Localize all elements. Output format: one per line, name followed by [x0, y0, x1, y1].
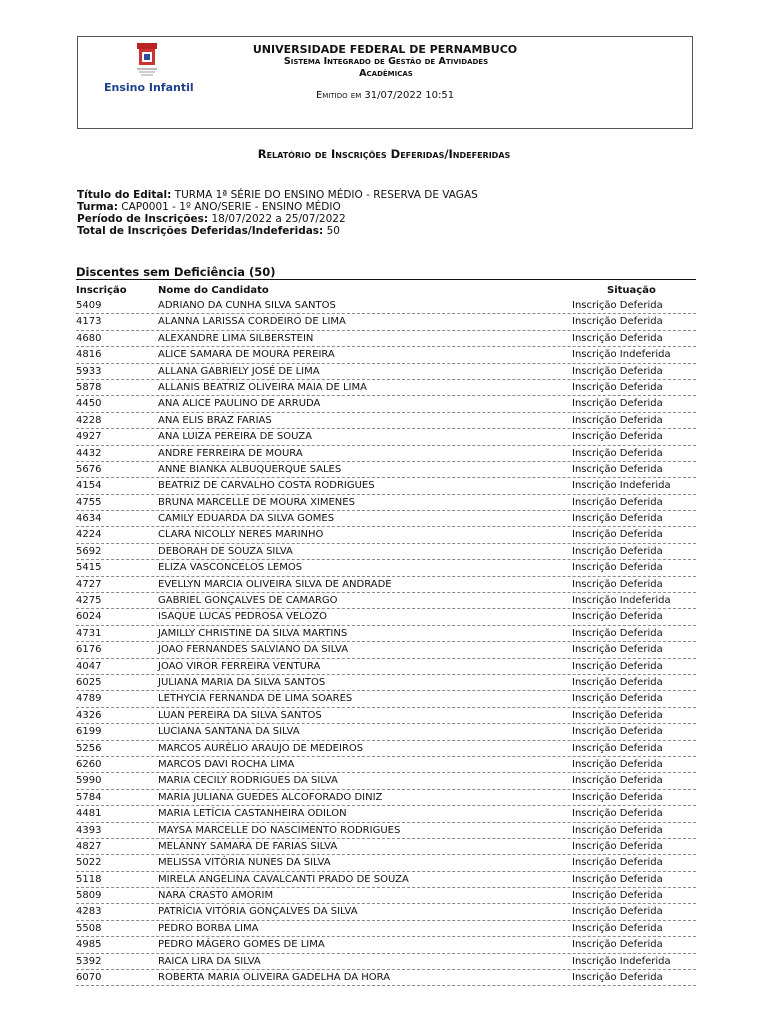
cell-nome: MARCOS DAVI ROCHA LIMA: [158, 758, 295, 770]
cell-inscricao: 6199: [76, 726, 102, 738]
cell-situacao: Inscrição Deferida: [572, 906, 663, 918]
table-row: [76, 659, 696, 675]
cell-inscricao: 6024: [76, 611, 102, 623]
table-row: [76, 954, 696, 970]
cell-nome: JAMILLY CHRISTINE DA SILVA MARTINS: [158, 627, 348, 639]
cell-inscricao: 4731: [76, 627, 102, 639]
cell-nome: ADRIANO DA CUNHA SILVA SANTOS: [158, 300, 336, 311]
cell-nome: NARA CRAST0 AMORIM: [158, 890, 274, 902]
cell-nome: MARCOS AURÉLIO ARAUJO DE MEDEIROS: [158, 742, 364, 754]
cell-inscricao: 4154: [76, 480, 102, 492]
cell-situacao: Inscrição Deferida: [572, 660, 663, 672]
table-row: [76, 380, 696, 396]
cell-inscricao: 5415: [76, 562, 102, 574]
cell-situacao: Inscrição Deferida: [572, 742, 663, 754]
header-situacao: Situação: [607, 285, 656, 296]
cell-situacao: Inscrição Deferida: [572, 726, 663, 738]
header-inscricao: Inscrição: [76, 285, 127, 296]
table-row: [76, 429, 696, 445]
cell-nome: MELANNY SAMARA DE FARIAS SILVA: [158, 840, 338, 852]
table-row: [76, 347, 696, 363]
cell-nome: LUAN PEREIRA DA SILVA SANTOS: [158, 709, 322, 721]
cell-situacao: Inscrição Deferida: [572, 644, 663, 656]
table-row: [76, 741, 696, 757]
cell-inscricao: 4727: [76, 578, 102, 590]
cell-nome: DEBORAH DE SOUZA SILVA: [158, 545, 293, 557]
cell-situacao: Inscrição Deferida: [572, 365, 663, 377]
meta-turma-value: CAP0001 - 1º ANO/SERIE - ENSINO MÉDIO: [121, 201, 341, 213]
cell-situacao: Inscrição Deferida: [572, 890, 663, 902]
cell-nome: PEDRO BORBA LIMA: [158, 922, 259, 934]
table-row: [76, 544, 696, 560]
cell-inscricao: 4224: [76, 529, 102, 541]
cell-nome: CAMILY EDUARDA DA SILVA GOMES: [158, 513, 335, 525]
cell-inscricao: 4047: [76, 660, 102, 672]
cell-nome: BRUNA MARCELLE DE MOURA XIMENES: [158, 496, 355, 508]
meta-edital-label: Título do Edital:: [77, 189, 172, 201]
cell-nome: PEDRO MÁGERO GOMES DE LIMA: [158, 939, 325, 951]
table-row: [76, 314, 696, 330]
cell-situacao: Inscrição Deferida: [572, 939, 663, 951]
cell-inscricao: 4634: [76, 513, 102, 525]
cell-situacao: Inscrição Deferida: [572, 447, 663, 459]
report-meta: [77, 189, 478, 237]
meta-edital: [77, 189, 478, 201]
table-row: [76, 560, 696, 576]
cell-situacao: Inscrição Deferida: [572, 332, 663, 344]
table-row: [76, 855, 696, 871]
report-title: Relatório de Inscrições Deferidas/Indeferidas: [257, 147, 511, 161]
cell-situacao: Inscrição Deferida: [572, 972, 663, 984]
table-row: [76, 970, 696, 986]
table-row: [76, 839, 696, 855]
cell-inscricao: 5508: [76, 922, 102, 934]
table-row: [76, 937, 696, 953]
cell-inscricao: 5676: [76, 463, 102, 475]
cell-situacao: Inscrição Deferida: [572, 922, 663, 934]
cell-nome: ANNE BIANKA ALBUQUERQUE SALES: [158, 463, 342, 475]
cell-inscricao: 5784: [76, 791, 102, 803]
cell-nome: EVELLYN MARCIA OLIVEIRA SILVA DE ANDRADE: [158, 578, 392, 590]
table-body: [76, 298, 696, 986]
table-row: [76, 446, 696, 462]
table-row: [76, 691, 696, 707]
cell-situacao: Inscrição Indeferida: [572, 955, 671, 967]
cell-inscricao: 5409: [76, 300, 102, 311]
cell-situacao: Inscrição Deferida: [572, 381, 663, 393]
cell-situacao: Inscrição Deferida: [572, 824, 663, 836]
logo-label: Ensino Infantil: [104, 81, 194, 94]
table-row: [76, 298, 696, 314]
table-row: [76, 724, 696, 740]
cell-inscricao: 6176: [76, 644, 102, 656]
cell-situacao: Inscrição Deferida: [572, 627, 663, 639]
cell-situacao: Inscrição Deferida: [572, 775, 663, 787]
cell-inscricao: 4228: [76, 414, 102, 426]
cell-situacao: Inscrição Deferida: [572, 857, 663, 869]
cell-situacao: Inscrição Deferida: [572, 578, 663, 590]
cell-nome: ROBERTA MARIA OLIVEIRA GADELHA DA HORA: [158, 972, 391, 984]
table-row: [76, 331, 696, 347]
emitted-date: Emitido em 31/07/2022 10:51: [315, 90, 455, 101]
cell-nome: ANA ELIS BRAZ FARIAS: [158, 414, 272, 426]
cell-inscricao: 4755: [76, 496, 102, 508]
meta-periodo-value: 18/07/2022 a 25/07/2022: [211, 213, 346, 225]
table-row: [76, 806, 696, 822]
cell-nome: ANDRE FERREIRA DE MOURA: [158, 447, 303, 459]
cell-situacao: Inscrição Deferida: [572, 529, 663, 541]
cell-nome: ALLANIS BEATRIZ OLIVEIRA MAIA DE LIMA: [158, 381, 367, 393]
table-row: [76, 757, 696, 773]
cell-nome: LUCIANA SANTANA DA SILVA: [158, 726, 300, 738]
meta-turma-label: Turma:: [77, 201, 118, 213]
cell-nome: MAYSA MARCELLE DO NASCIMENTO RODRIGUES: [158, 824, 401, 836]
meta-total: [77, 225, 478, 237]
meta-total-label: Total de Inscrições Deferidas/Indeferidas:: [77, 225, 324, 237]
cell-inscricao: 5990: [76, 775, 102, 787]
cell-situacao: Inscrição Deferida: [572, 693, 663, 705]
cell-inscricao: 5256: [76, 742, 102, 754]
cell-situacao: Inscrição Deferida: [572, 300, 663, 311]
table-row: [76, 642, 696, 658]
table-row: [76, 675, 696, 691]
table-row: [76, 511, 696, 527]
table-row: [76, 495, 696, 511]
cell-nome: JOAO FERNANDES SALVIANO DA SILVA: [158, 644, 349, 656]
table-row: [76, 823, 696, 839]
system-name-line2: Acadêmicas: [359, 68, 413, 79]
cell-nome: ELIZA VASCONCELOS LEMOS: [158, 562, 303, 574]
table-row: [76, 888, 696, 904]
cell-inscricao: 4789: [76, 693, 102, 705]
cell-nome: LETHYCIA FERNANDA DE LIMA SOARES: [158, 693, 353, 705]
meta-periodo-label: Período de Inscrições:: [77, 213, 209, 225]
cell-nome: ANA LUIZA PEREIRA DE SOUZA: [158, 431, 312, 443]
cell-inscricao: 5809: [76, 890, 102, 902]
cell-situacao: Inscrição Deferida: [572, 709, 663, 721]
cell-situacao: Inscrição Deferida: [572, 463, 663, 475]
cell-nome: ALLANA GABRIELY JOSÉ DE LIMA: [158, 365, 320, 377]
cell-inscricao: 6070: [76, 972, 102, 984]
meta-total-value: 50: [326, 225, 340, 237]
cell-inscricao: 4816: [76, 349, 102, 361]
table-row: [76, 593, 696, 609]
cell-inscricao: 4283: [76, 906, 102, 918]
cell-situacao: Inscrição Indeferida: [572, 595, 671, 607]
cell-situacao: Inscrição Indeferida: [572, 480, 671, 492]
cell-nome: BEATRIZ DE CARVALHO COSTA RODRIGUES: [158, 480, 375, 492]
system-name-line1: Sistema Integrado de Gestão de Atividades: [283, 56, 489, 67]
cell-inscricao: 4432: [76, 447, 102, 459]
cell-nome: ANA ALICE PAULINO DE ARRUDA: [158, 398, 321, 410]
cell-situacao: Inscrição Deferida: [572, 791, 663, 803]
cell-situacao: Inscrição Deferida: [572, 496, 663, 508]
cell-situacao: Inscrição Deferida: [572, 545, 663, 557]
cell-situacao: Inscrição Deferida: [572, 873, 663, 885]
report-header: [77, 36, 693, 129]
cell-inscricao: 4326: [76, 709, 102, 721]
table-row: [76, 626, 696, 642]
meta-edital-value: TURMA 1ª SÉRIE DO ENSINO MÉDIO - RESERVA DE VAGAS: [174, 189, 478, 201]
cell-situacao: Inscrição Deferida: [572, 840, 663, 852]
cell-situacao: Inscrição Deferida: [572, 562, 663, 574]
cell-inscricao: 5022: [76, 857, 102, 869]
table-header: [76, 284, 696, 298]
cell-situacao: Inscrição Indeferida: [572, 349, 671, 361]
table-row: [76, 462, 696, 478]
cell-nome: RAICA LIRA DA SILVA: [158, 955, 261, 967]
cell-inscricao: 4927: [76, 431, 102, 443]
cell-inscricao: 4275: [76, 595, 102, 607]
cell-inscricao: 4393: [76, 824, 102, 836]
table-row: [76, 708, 696, 724]
cell-nome: PATRÍCIA VITÓRIA GONÇALVES DA SILVA: [158, 906, 358, 918]
table-row: [76, 921, 696, 937]
table-row: [76, 872, 696, 888]
cell-nome: ALICE SAMARA DE MOURA PEREIRA: [158, 349, 335, 361]
university-name: UNIVERSIDADE FEDERAL DE PERNAMBUCO: [252, 43, 518, 56]
cell-situacao: Inscrição Deferida: [572, 513, 663, 525]
cell-nome: GABRIEL GONÇALVES DE CAMARGO: [158, 595, 338, 607]
cell-inscricao: 4481: [76, 808, 102, 820]
meta-turma: [77, 201, 478, 213]
table-row: [76, 904, 696, 920]
cell-inscricao: 4450: [76, 398, 102, 410]
table-row: [76, 396, 696, 412]
header-nome: Nome do Candidato: [158, 285, 269, 296]
cell-situacao: Inscrição Deferida: [572, 398, 663, 410]
cell-situacao: Inscrição Deferida: [572, 611, 663, 623]
cell-inscricao: 5933: [76, 365, 102, 377]
table-row: [76, 364, 696, 380]
table-row: [76, 478, 696, 494]
cell-nome: MIRELA ANGELINA CAVALCANTI PRADO DE SOUZA: [158, 873, 409, 885]
cell-nome: MELISSA VITÓRIA NUNES DA SILVA: [158, 857, 331, 869]
cell-nome: MARIA JULIANA GUEDES ALCOFORADO DINIZ: [158, 791, 383, 803]
cell-nome: ISAQUE LUCAS PEDROSA VELOZO: [158, 611, 327, 623]
cell-situacao: Inscrição Deferida: [572, 758, 663, 770]
cell-inscricao: 6025: [76, 676, 102, 688]
cell-inscricao: 4985: [76, 939, 102, 951]
cell-nome: ALEXANDRE LIMA SILBERSTEIN: [158, 332, 314, 344]
cell-inscricao: 4173: [76, 316, 102, 328]
table-row: [76, 790, 696, 806]
cell-inscricao: 5392: [76, 955, 102, 967]
cell-nome: ALANNA LARISSA CORDEIRO DE LIMA: [158, 316, 346, 328]
cell-situacao: Inscrição Deferida: [572, 676, 663, 688]
cell-inscricao: 4827: [76, 840, 102, 852]
table-row: [76, 413, 696, 429]
table-row: [76, 609, 696, 625]
cell-nome: MARIA CECILY RODRIGUES DA SILVA: [158, 775, 338, 787]
section-title: Discentes sem Deficiência (50): [76, 265, 696, 280]
cell-nome: MARIA LETÍCIA CASTANHEIRA ODILON: [158, 808, 347, 820]
cell-situacao: Inscrição Deferida: [572, 808, 663, 820]
cell-nome: JOAO VIROR FERREIRA VENTURA: [158, 660, 321, 672]
cell-nome: CLARA NICOLLY NERES MARINHO: [158, 529, 324, 541]
cell-situacao: Inscrição Deferida: [572, 431, 663, 443]
cell-situacao: Inscrição Deferida: [572, 414, 663, 426]
table-row: [76, 577, 696, 593]
cell-inscricao: 6260: [76, 758, 102, 770]
cell-situacao: Inscrição Deferida: [572, 316, 663, 328]
meta-periodo: [77, 213, 478, 225]
table-row: [76, 527, 696, 543]
cell-nome: JULIANA MARIA DA SILVA SANTOS: [158, 676, 326, 688]
table-row: [76, 773, 696, 789]
cell-inscricao: 4680: [76, 332, 102, 344]
cell-inscricao: 5692: [76, 545, 102, 557]
cell-inscricao: 5878: [76, 381, 102, 393]
system-name: [228, 56, 544, 80]
cell-inscricao: 5118: [76, 873, 102, 885]
